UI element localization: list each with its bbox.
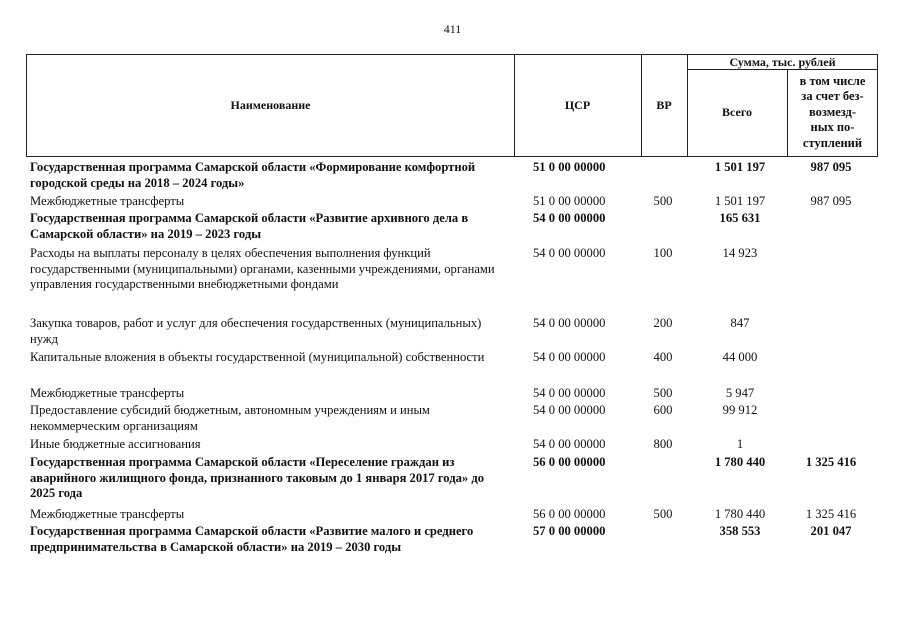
row-csr: 54 0 00 00000 xyxy=(533,403,606,417)
header-free xyxy=(787,69,878,156)
row-csr: 56 0 00 00000 xyxy=(533,507,606,521)
row-vr: 400 xyxy=(653,350,673,364)
page-number: 411 xyxy=(443,22,462,36)
header-total: Всего xyxy=(722,105,752,119)
row-total: 358 553 xyxy=(719,524,761,538)
header-free-line: ступлений xyxy=(802,135,863,150)
row-csr: 57 0 00 00000 xyxy=(533,524,606,538)
row-vr: 100 xyxy=(653,246,673,260)
row-csr: 54 0 00 00000 xyxy=(533,350,606,364)
row-csr: 54 0 00 00000 xyxy=(533,316,606,330)
row-vr: 500 xyxy=(653,386,673,400)
row-total: 44 000 xyxy=(722,350,758,364)
header-free-line: в том числе xyxy=(799,73,866,88)
header-csr: ЦСР xyxy=(564,98,591,112)
row-name: Закупка товаров, работ и услуг для обеспечения государственных (муниципальных) нужд xyxy=(30,316,482,346)
row-csr: 54 0 00 00000 xyxy=(533,386,606,400)
row-total: 847 xyxy=(730,316,750,330)
row-free: 987 095 xyxy=(810,194,852,208)
row-total: 1 780 440 xyxy=(714,455,766,469)
row-total: 14 923 xyxy=(722,246,758,260)
row-vr: 800 xyxy=(653,437,673,451)
row-name: Государственная программа Самарской области «Развитие архивного дела в Самарской области» на 2019 – 2023 годы xyxy=(30,211,469,241)
row-csr: 56 0 00 00000 xyxy=(533,455,606,469)
row-csr: 54 0 00 00000 xyxy=(533,246,606,260)
row-vr: 500 xyxy=(653,194,673,208)
row-name: Межбюджетные трансферты xyxy=(30,194,185,208)
row-name: Государственная программа Самарской области «Переселение граждан из аварийного жилищного фонда, признанного таковым до 1 января 2017 года» до 2025 года xyxy=(30,455,485,500)
row-name: Государственная программа Самарской области «Формирование комфортной городской среды на 2018 – 2024 годы» xyxy=(30,160,476,190)
header-vr: ВР xyxy=(656,98,672,112)
row-total: 165 631 xyxy=(719,211,761,225)
row-csr: 51 0 00 00000 xyxy=(533,194,606,208)
header-free-line: ных по- xyxy=(810,120,855,135)
row-total: 1 780 440 xyxy=(714,507,766,521)
row-total: 1 501 197 xyxy=(714,194,766,208)
table-header xyxy=(26,54,878,157)
row-name: Иные бюджетные ассигнования xyxy=(30,437,201,451)
row-name: Расходы на выплаты персоналу в целях обеспечения выполнения функций государственными (муниципальными) органами, казенными учреждениями, органами управления государственными внебюджетными фондами xyxy=(30,246,495,291)
row-csr: 54 0 00 00000 xyxy=(533,437,606,451)
row-csr: 54 0 00 00000 xyxy=(533,211,606,225)
row-free: 1 325 416 xyxy=(805,455,857,469)
row-vr: 600 xyxy=(653,403,673,417)
row-name: Межбюджетные трансферты xyxy=(30,386,185,400)
row-total: 1 xyxy=(736,437,744,451)
row-total: 99 912 xyxy=(722,403,758,417)
header-free-line: за счет без- xyxy=(801,89,864,104)
header-name: Наименование xyxy=(230,98,311,112)
row-csr: 51 0 00 00000 xyxy=(533,160,606,174)
row-vr: 500 xyxy=(653,507,673,521)
row-name: Предоставление субсидий бюджетным, автономным учреждениям и иным некоммерческим организациям xyxy=(30,403,430,433)
header-free-line: возмезд- xyxy=(808,104,857,119)
row-name: Межбюджетные трансферты xyxy=(30,507,185,521)
row-name: Капитальные вложения в объекты государственной (муниципальной) собственности xyxy=(30,350,485,364)
row-name: Государственная программа Самарской области «Развитие малого и среднего предпринимательства в Самарской области» на 2019 – 2030 годы xyxy=(30,524,474,554)
row-vr: 200 xyxy=(653,316,673,330)
row-free: 201 047 xyxy=(810,524,852,538)
row-total: 1 501 197 xyxy=(714,160,766,174)
row-free: 987 095 xyxy=(810,160,852,174)
header-sum-caption: Сумма, тыс. рублей xyxy=(729,54,836,69)
row-total: 5 947 xyxy=(725,386,755,400)
row-free: 1 325 416 xyxy=(805,507,857,521)
